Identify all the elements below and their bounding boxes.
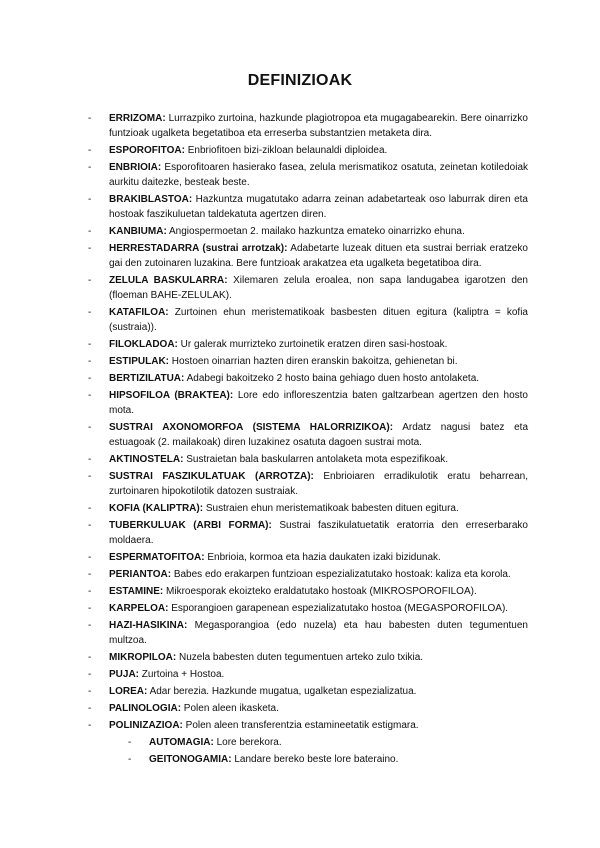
subdefinition-item — [109, 752, 528, 767]
definition-item — [88, 584, 528, 599]
definition-text: Sustraien ehun meristematikoak babesten dituen egitura. — [203, 503, 459, 514]
definition-term: KOFIA (KALIPTRA): — [109, 503, 204, 514]
definition-term: KANBIUMA: — [109, 226, 167, 237]
subdefinition-text: Lore berekora. — [213, 737, 282, 748]
definition-text: Adabegi bakoitzeko 2 hosto baina gehiago duen hosto antolaketa. — [184, 373, 480, 384]
definition-term: KATAFILOA: — [109, 307, 169, 318]
subdefinition-text: Landare bereko beste lore bateraino. — [231, 754, 399, 765]
definition-item — [88, 701, 528, 716]
definition-item — [88, 224, 528, 239]
definition-term: ESTIPULAK: — [109, 356, 169, 367]
definition-item — [88, 337, 528, 352]
definition-text: Megasporangioa (edo nuzela) eta hau babesten duten tegumentuen multzoa. — [109, 620, 528, 646]
subdefinition-term: GEITONOGAMIA: — [149, 754, 232, 765]
definition-term: HERRESTADARRA (sustrai arrotzak): — [109, 243, 288, 254]
definition-term: KARPELOA: — [109, 603, 169, 614]
definition-term: ESTAMINE: — [109, 586, 164, 597]
definition-item — [88, 111, 528, 141]
definition-item — [88, 160, 528, 190]
definition-text: Esporofitoaren hasierako fasea, zelula merismatikoz osatuta, zeinetan kotiledoiak aurkitu daitezke, besteak beste. — [109, 162, 528, 188]
definition-item — [88, 452, 528, 467]
subdefinitions-list — [109, 735, 528, 767]
subdefinition-term: AUTOMAGIA: — [149, 737, 214, 748]
definition-term: ENBRIOIA: — [109, 162, 162, 173]
definition-item — [88, 354, 528, 369]
definitions-list — [88, 111, 528, 769]
definition-text: Sustraietan bala baskularren antolaketa mota espezifikoak. — [183, 454, 449, 465]
definition-text: Hostoen oinarrian hazten diren eranskin bakoitza, gehienetan bi. — [169, 356, 458, 367]
definition-text: Lore edo infloreszentzia baten galtzarbean agertzen den hosto mota. — [109, 390, 528, 416]
definition-item — [88, 273, 528, 303]
definition-text: Ardatz nagusi batez eta estuagoak (2. mailakoak) diren luzakinez osatuta dagoen sustrai mota. — [109, 422, 529, 448]
definition-term: FILOKLADOA: — [109, 339, 178, 350]
definition-text: Lurrazpiko zurtoina, hazkunde plagiotropoa eta mugagabearekin. Bere oinarrizko funtzioak ugalketa begetatiboa eta erreserba substantzien metaketa dira. — [109, 113, 528, 139]
page-title: DEFINIZIOAK — [247, 72, 353, 89]
definition-item — [88, 518, 528, 548]
definition-text: Polen aleen transferentzia estamineetatik estigmara. — [182, 720, 419, 731]
definition-term: PERIANTOA: — [109, 569, 172, 580]
definition-text: Polen aleen ikasketa. — [181, 703, 279, 714]
definition-text: Enbriofitoen bizi-zikloan belaunaldi diploidea. — [184, 145, 388, 156]
definition-term: BERTIZILATUA: — [109, 373, 185, 384]
definition-item — [88, 388, 528, 418]
definition-item — [88, 684, 528, 699]
definition-term: SUSTRAI AXONOMORFOA (SISTEMA HALORRIZIKOA): — [109, 422, 394, 433]
definition-term: ZELULA BASKULARRA: — [109, 275, 228, 286]
definition-term: AKTINOSTELA: — [109, 454, 184, 465]
definition-term: POLINIZAZIOA: — [109, 720, 183, 731]
definition-term: BRAKIBLASTOA: — [109, 194, 193, 205]
definition-term: LOREA: — [109, 686, 148, 697]
subdefinition-item — [109, 735, 528, 750]
definition-item — [88, 550, 528, 565]
definition-text: Enbrioia, kormoa eta hazia daukaten izaki bizidunak. — [204, 552, 441, 563]
definition-item — [88, 371, 528, 386]
definition-text: Enbrioiaren erradikulotik eratu beharrean, zurtoinaren hipokotilotik datozen sustraiak. — [109, 471, 528, 497]
definition-term: PALINOLOGIA: — [109, 703, 182, 714]
definition-term: HAZI-HASIKINA: — [109, 620, 188, 631]
definition-text: Nuzela babesten duten tegumentuen arteko zulo txikia. — [176, 652, 424, 663]
definition-term: ESPOROFITOA: — [109, 145, 185, 156]
definition-term: MIKROPILOA: — [109, 652, 177, 663]
definition-item — [88, 567, 528, 582]
definition-item — [88, 241, 528, 271]
definition-term: ESPERMATOFITOA: — [109, 552, 205, 563]
definition-item — [88, 501, 528, 516]
definition-text: Hazkuntza mugatutako adarra zeinan adabetarteak oso laburrak diren eta hostoak faszikuluetan taldekatuta agertzen diren. — [109, 194, 528, 220]
definition-item — [88, 143, 528, 158]
definition-text: Adar berezia. Hazkunde mugatua, ugalketan espezializatua. — [147, 686, 417, 697]
definition-term: SUSTRAI FASZIKULATUAK (ARROTZA): — [109, 471, 314, 482]
definition-text: Xilemaren zelula eroalea, non sapa landugabea igarotzen den (floeman BAHE-ZELULAK). — [109, 275, 528, 301]
definition-item — [88, 650, 528, 665]
definition-term: ERRIZOMA: — [109, 113, 166, 124]
definition-text: Babes edo erakarpen funtzioan espezializatutako hostoak: kaliza eta korola. — [171, 569, 511, 580]
definition-term: TUBERKULUAK (ARBI FORMA): — [109, 520, 272, 531]
definition-item — [88, 601, 528, 616]
definition-item — [88, 667, 528, 682]
definition-item — [88, 718, 528, 767]
definition-term: PUJA: — [109, 669, 140, 680]
definition-text: Sustrai faszikulatuetatik eratorria den erreserbarako moldaera. — [109, 520, 528, 546]
definition-text: Zurtoina + Hostoa. — [139, 669, 225, 680]
definition-item — [88, 420, 528, 450]
definition-text: Angiospermoetan 2. mailako hazkuntza emateko oinarrizko ehuna. — [166, 226, 465, 237]
definition-item — [88, 305, 528, 335]
definition-item — [88, 469, 528, 499]
definition-text: Adabetarte luzeak dituen eta sustrai berriak eratzeko gai den zutoinaren luzakina. Bere funtzioak arakatzea eta ugalketa begetatiboa dira. — [109, 243, 528, 269]
definition-item — [88, 192, 528, 222]
definition-text: Esporangioen garapenean espezializatutako hostoa (MEGASPOROFILOA). — [168, 603, 509, 614]
definition-text: Zurtoinen ehun meristematikoak basbesten dituen egitura (kaliptra = kofia (sustraia)). — [109, 307, 528, 333]
definition-item — [88, 618, 528, 648]
definition-text: Ur galerak murrizteko zurtoinetik eratzen diren sasi-hostoak. — [177, 339, 448, 350]
definition-text: Mikroesporak ekoizteko eraldatutako hostoak (MIKROSPOROFILOA). — [163, 586, 477, 597]
definition-term: HIPSOFILOA (BRAKTEA): — [109, 390, 234, 401]
